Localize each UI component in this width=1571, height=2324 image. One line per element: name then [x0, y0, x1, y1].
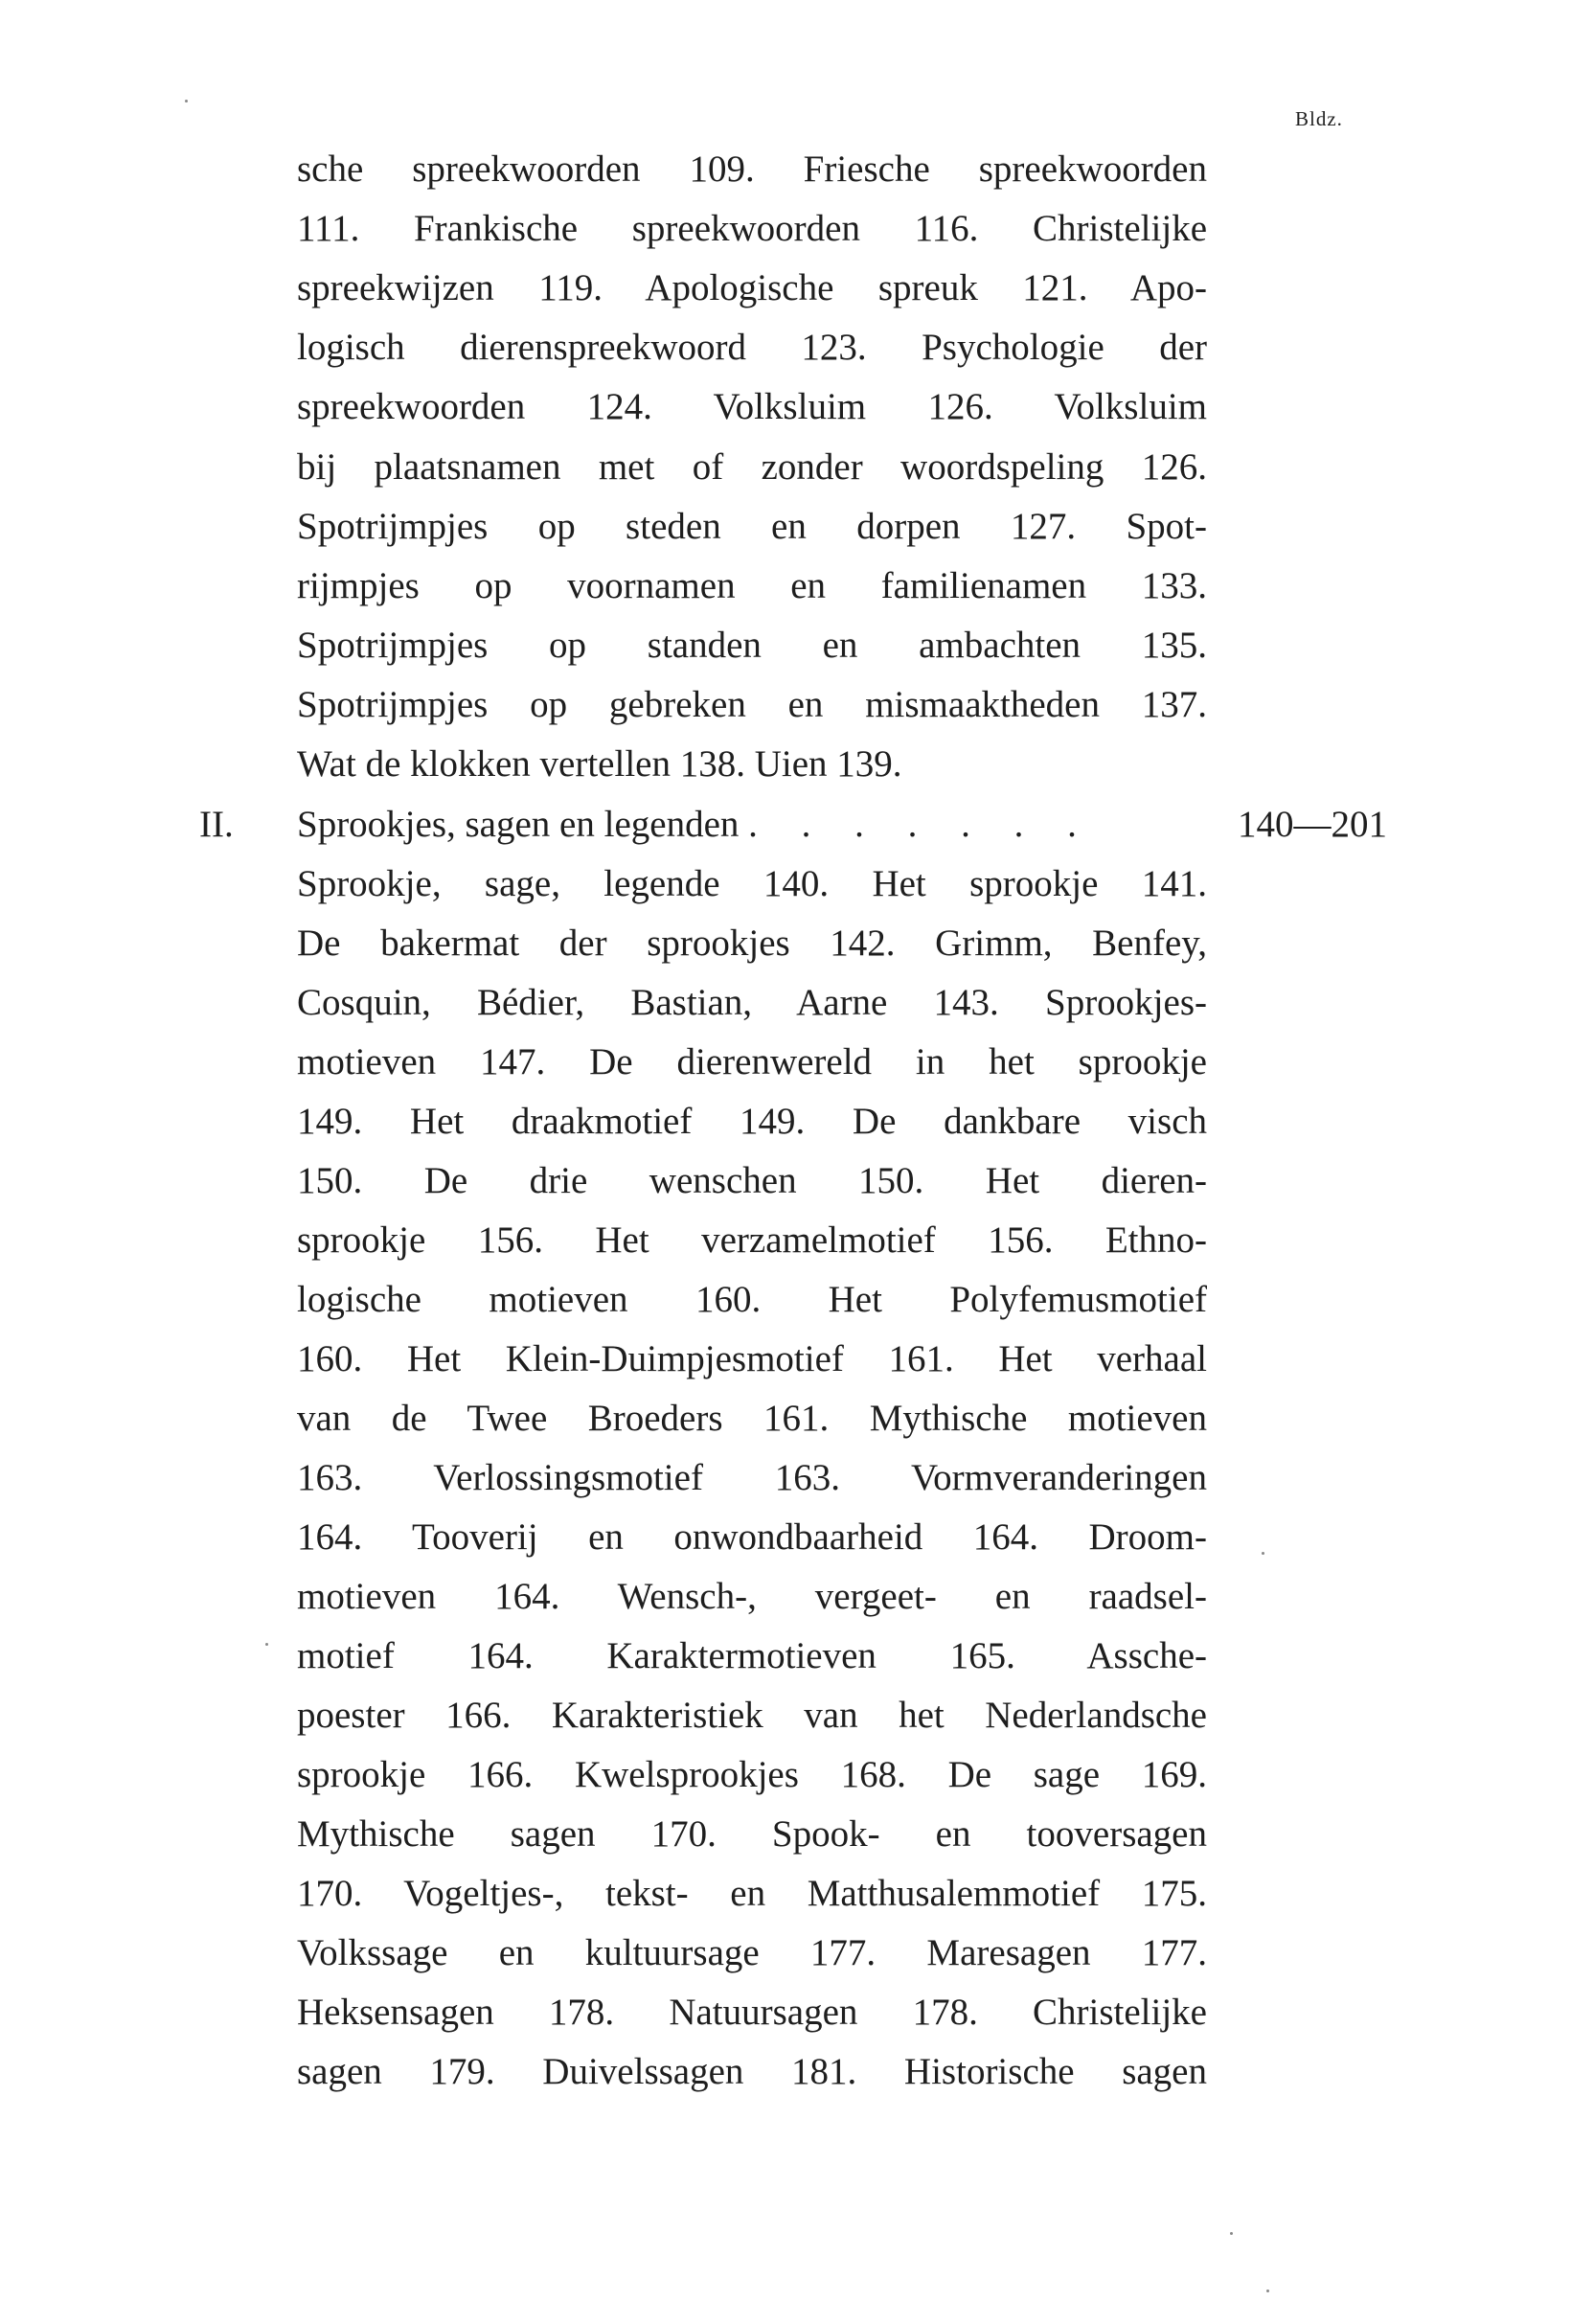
text-line: logische motieven 160. Het Polyfemusmotief: [297, 1279, 1207, 1320]
text-line: 163. Verlossingsmotief 163. Vormveranderingen: [297, 1457, 1207, 1498]
text-line: poester 166. Karakteristiek van het Nederlandsche: [297, 1695, 1207, 1736]
scan-speck: [265, 1643, 268, 1646]
section-title-text: Sprookjes, sagen en legenden: [297, 804, 740, 845]
text-line: sagen 179. Duivelssagen 181. Historische sagen: [297, 2051, 1207, 2092]
text-line: motieven 147. De dierenwereld in het sprookje: [297, 1041, 1207, 1082]
text-line: 149. Het draakmotief 149. De dankbare visch: [297, 1101, 1207, 1142]
text-line: van de Twee Broeders 161. Mythische motieven: [297, 1398, 1207, 1439]
section-page-range: 140—201: [1238, 804, 1387, 845]
scan-speck: [1262, 1552, 1264, 1555]
text-line: 111. Frankische spreekwoorden 116. Christelijke: [297, 208, 1207, 249]
dot-leaders: . . . . . . .: [748, 804, 1094, 845]
text-line: motief 164. Karaktermotieven 165. Assche-: [297, 1635, 1207, 1676]
text-line: De bakermat der sprookjes 142. Grimm, Benfey,: [297, 923, 1207, 964]
text-line: Cosquin, Bédier, Bastian, Aarne 143. Sprookjes-: [297, 982, 1207, 1023]
scan-speck: [185, 100, 188, 103]
text-line: logisch dierenspreekwoord 123. Psychologie der: [297, 327, 1207, 368]
text-line: Volkssage en kultuursage 177. Maresagen 177.: [297, 1932, 1207, 1973]
text-line: Spotrijmpjes op steden en dorpen 127. Spot-: [297, 506, 1207, 547]
text-line: rijmpjes op voornamen en familienamen 133.: [297, 565, 1207, 606]
text-line: spreekwijzen 119. Apologische spreuk 121. Apo-: [297, 267, 1207, 308]
text-line: bij plaatsnamen met of zonder woordspeling 126.: [297, 446, 1207, 488]
text-line: spreekwoorden 124. Volksluim 126. Volksluim: [297, 386, 1207, 427]
section-title: [297, 801, 1207, 849]
text-line: Spotrijmpjes op standen en ambachten 135.: [297, 625, 1207, 666]
text-line: sprookje 156. Het verzamelmotief 156. Ethno-: [297, 1219, 1207, 1261]
text-line: 170. Vogeltjes-, tekst- en Matthusalemmotief 175.: [297, 1873, 1207, 1914]
text-line: Mythische sagen 170. Spook- en tooversagen: [297, 1813, 1207, 1855]
text-line: Sprookje, sage, legende 140. Het sprookje 141.: [297, 863, 1207, 904]
text-line: 160. Het Klein-Duimpjesmotief 161. Het verhaal: [297, 1338, 1207, 1379]
text-line: motieven 164. Wensch-, vergeet- en raadsel-: [297, 1576, 1207, 1617]
text-line: 150. De drie wenschen 150. Het dieren-: [297, 1160, 1207, 1201]
text-line: Spotrijmpjes op gebreken en mismaaktheden 137.: [297, 684, 1207, 725]
page-header-label: Bldz.: [1295, 107, 1343, 130]
text-line: Wat de klokken vertellen 138. Uien 139.: [297, 743, 902, 785]
text-line: sche spreekwoorden 109. Friesche spreekwoorden: [297, 148, 1207, 190]
scan-speck: [1230, 2232, 1233, 2235]
text-line: 164. Tooverij en onwondbaarheid 164. Droom-: [297, 1516, 1207, 1558]
section-number: II.: [199, 804, 234, 845]
scan-speck: [1266, 2290, 1269, 2292]
text-line: Heksensagen 178. Natuursagen 178. Christelijke: [297, 1992, 1207, 2033]
text-line: sprookje 166. Kwelsprookjes 168. De sage 169.: [297, 1754, 1207, 1795]
